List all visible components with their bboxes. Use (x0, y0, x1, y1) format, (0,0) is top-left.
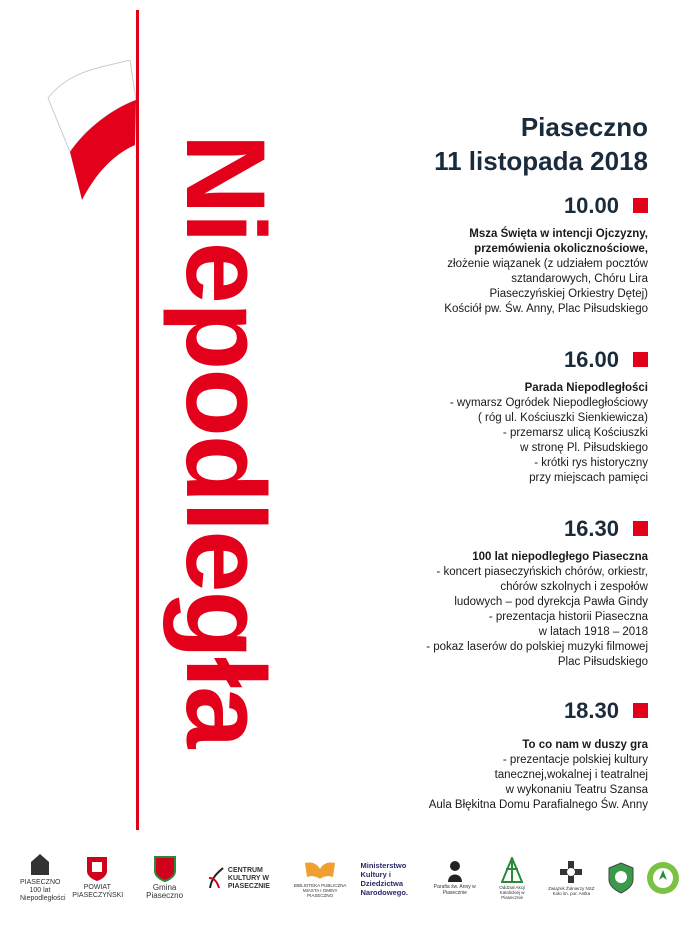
red-square-icon (633, 521, 648, 536)
event-line: ( róg ul. Kościuszki Sienkiewicza) (477, 412, 648, 424)
event-line: - pokaz laserów do polskiej muzyki filmowej (426, 641, 648, 653)
polish-flag-icon (40, 60, 140, 210)
event-16-00 (368, 347, 648, 486)
event-line: To co nam w duszy gra (522, 739, 648, 751)
event-line: chórów szkolnych i zespołów (500, 581, 648, 593)
red-square-icon (633, 703, 648, 718)
header (434, 110, 648, 178)
event-line: przy miejscach pamięci (529, 472, 648, 484)
event-line: - koncert piaseczyńskich chórów, orkiestr, (436, 566, 648, 578)
event-time: 10.00 (368, 198, 648, 213)
event-line: sztandarowych, Chóru Lira (511, 273, 648, 285)
event-time: 18.30 (368, 703, 648, 718)
catholic-action-icon: Oddział Akcji Katolickiej w Piasecznie (489, 857, 535, 900)
event-line: - krótki rys historyczny (534, 457, 648, 469)
event-line: w wykonaniu Teatru Szansa (505, 784, 648, 796)
ministry-logo: Ministerstwo Kultury i Dziedzictwa Narodowego. (360, 861, 408, 897)
event-line: ludowych – pod dyrekcja Pawła Gindy (454, 596, 648, 608)
event-line: tanecznej,wokalnej i teatralnej (494, 769, 648, 781)
veterans-cross-icon: Związek Żołnierzy NSZ Koło im. por. Antka (547, 860, 595, 896)
event-date: 11 listopada 2018 (434, 146, 648, 176)
badge-icon (608, 862, 634, 894)
event-line: w stronę Pl. Piłsudskiego (520, 442, 648, 454)
gmina-crest-icon: Gmina Piaseczno (135, 856, 195, 900)
event-line: złożenie wiązanek (z udziałem pocztów (447, 258, 648, 270)
event-line: 100 lat niepodległego Piaseczna (472, 551, 648, 563)
event-16-30 (368, 516, 648, 670)
city-name: Piaseczno (520, 112, 648, 142)
red-square-icon (633, 198, 648, 213)
event-line: Msza Święta w intencji Ojczyzny, (469, 228, 648, 240)
event-line: - przemarsz ulicą Kościuszki (502, 427, 648, 439)
event-line: - prezentacja historii Piaseczna (488, 611, 648, 623)
red-square-icon (633, 352, 648, 367)
library-icon: BIBLIOTEKA PUBLICZNA MIASTA I GMINY PIASECZNO (292, 859, 348, 898)
event-line: Piaseczyńskiej Orkiestry Dętej) (489, 288, 648, 300)
event-line: Kościół pw. Św. Anny, Plac Piłsudskiego (444, 303, 648, 315)
title-text: Niepodległa (163, 133, 288, 747)
event-line: Parada Niepodległości (524, 382, 648, 394)
town-hall-icon: PIASECZNO 100 lat Niepodległości (20, 853, 60, 903)
event-time: 16.30 (368, 521, 648, 536)
parish-icon: Parafia św. Anny w Piasecznie (433, 860, 477, 896)
sponsor-logos (20, 848, 680, 908)
event-line: Aula Błękitna Domu Parafialnego Św. Anny (428, 799, 648, 811)
event-line: Plac Piłsudskiego (557, 656, 648, 668)
event-10-00 (368, 193, 648, 317)
scout-icon (646, 861, 680, 895)
event-line: w latach 1918 – 2018 (538, 626, 648, 638)
event-line: - prezentacje polskiej kultury (502, 754, 648, 766)
county-crest-icon: POWIAT PIASECZYŃSKI (72, 856, 122, 900)
red-vertical-line (136, 10, 139, 830)
event-line: przemówienia okolicznościowe, (474, 243, 648, 255)
event-line: - wymarsz Ogródek Niepodległościowy (449, 397, 648, 409)
event-18-30 (368, 698, 648, 813)
event-time: 16.00 (368, 352, 648, 367)
culture-centre-icon: CENTRUM KULTURY W PIASECZNIE (207, 865, 280, 891)
